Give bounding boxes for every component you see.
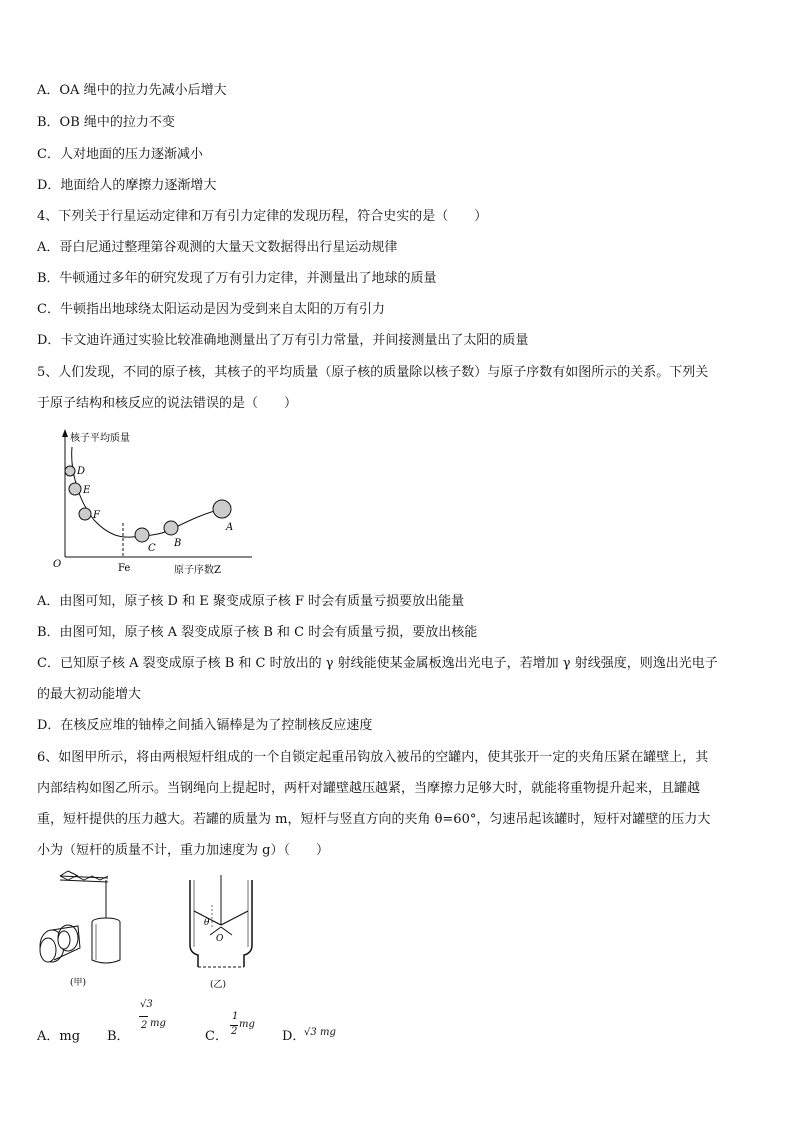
q6-option-c-denominator: 2 <box>231 1026 238 1037</box>
q6-option-c-mg: mg <box>239 1019 255 1030</box>
q5-option-c-line1: C．已知原子核 A 裂变成原子核 B 和 C 时放出的 γ 射线能使某金属板逸出光电子，若增加 γ 射线强度，则逸出光电子 <box>37 656 718 671</box>
fig-yi-caption: (乙) <box>210 980 227 990</box>
q6-option-c-fraction-bar <box>230 1025 238 1026</box>
q6-option-b-fraction-bar <box>139 1016 148 1017</box>
q5-option-b: B．由图可知，原子核 A 裂变成原子核 B 和 C 时会有质量亏损，要放出核能 <box>37 625 478 640</box>
q5-stem-line2: 于原子结构和核反应的说法错误的是（ ） <box>37 396 298 411</box>
origin-label: O <box>53 559 62 570</box>
theta-label: θ <box>204 918 210 928</box>
q6-option-d-letter: D． <box>282 1029 306 1044</box>
q6-option-b-numerator: √3 <box>140 999 153 1010</box>
q4-option-c: C．牛顿指出地球绕太阳运动是因为受到来自太阳的万有引力 <box>37 302 385 317</box>
point-a-label: A <box>226 522 234 533</box>
point-f-circle <box>79 508 91 520</box>
q6-option-d-value: √3 <box>304 1027 317 1038</box>
q6-stem-line2: 内部结构如图乙所示。当钢绳向上提起时，两杆对罐壁越压越紧，当摩擦力足够大时，就能将重物提升起来，且罐越 <box>37 781 701 796</box>
crane-figure-jia <box>30 868 150 988</box>
q5-option-d: D．在核反应堆的铀棒之间插入镉棒是为了控制核反应速度 <box>37 718 373 733</box>
point-f-label: F <box>93 510 100 521</box>
q5-option-a: A．由图可知，原子核 D 和 E 聚变成原子核 F 时会有质量亏损要放出能量 <box>37 594 465 609</box>
q6-option-a: A．mg <box>37 1029 81 1044</box>
fig-jia-caption: (甲) <box>70 978 87 988</box>
point-e-label: E <box>83 485 91 496</box>
fe-label: Fe <box>118 563 131 574</box>
point-a-circle <box>213 500 231 518</box>
point-e-circle <box>69 483 81 495</box>
q4-option-b: B．牛顿通过多年的研究发现了万有引力定律，并测量出了地球的质量 <box>37 271 437 286</box>
q6-stem-line4: 小为（短杆的质量不计，重力加速度为 g）（ ） <box>37 843 329 858</box>
q6-option-b-letter: B． <box>107 1029 130 1044</box>
q6-option-b-mg: mg <box>150 1018 166 1029</box>
q6-option-c-letter: C． <box>205 1029 228 1044</box>
q4-option-a: A．哥白尼通过整理第谷观测的大量天文数据得出行星运动规律 <box>37 240 398 255</box>
point-c-circle <box>135 528 149 542</box>
q6-option-c-numerator: 1 <box>232 1011 239 1022</box>
y-axis-arrow <box>62 429 68 437</box>
q4-stem: 4、下列关于行星运动定律和万有引力定律的发现历程，符合史实的是（ ） <box>37 209 488 224</box>
point-d-circle <box>65 466 75 476</box>
q3-option-c: C．人对地面的压力逐渐减小 <box>37 147 203 162</box>
q3-option-d: D．地面给人的摩擦力逐渐增大 <box>37 178 217 193</box>
point-b-circle <box>164 521 178 535</box>
q6-option-d-mg: mg <box>320 1027 336 1038</box>
x-axis-label: 原子序数Z <box>174 565 221 576</box>
mass-curve <box>72 447 222 537</box>
point-o-label: O <box>216 934 224 944</box>
q3-option-a: A．OA 绳中的拉力先减小后增大 <box>37 83 227 98</box>
q6-stem-line3: 重，短杆提供的压力越大。若罐的质量为 m，短杆与竖直方向的夹角 θ=60°，匀速吊起该罐时，短杆对罐壁的压力大 <box>37 812 711 827</box>
hook-figure-yi <box>180 875 270 990</box>
q5-stem-line1: 5、人们发现，不同的原子核，其核子的平均质量（原子核的质量除以核子数）与原子序数有如图所示的关系。下列关 <box>37 365 709 380</box>
point-d-label: D <box>77 466 86 477</box>
q6-option-b-denominator: 2 <box>141 1020 148 1031</box>
q3-option-b: B．OB 绳中的拉力不变 <box>37 115 175 130</box>
point-b-label: B <box>174 538 182 549</box>
y-axis-label: 核子平均质量 <box>70 433 130 444</box>
binding-energy-graph <box>50 425 260 585</box>
q4-option-d: D．卡文迪许通过实验比较准确地测量出了万有引力常量，并间接测量出了太阳的质量 <box>37 333 529 348</box>
point-c-label: C <box>148 543 156 554</box>
q5-option-c-line2: 的最大初动能增大 <box>37 687 142 702</box>
q6-stem-line1: 6、如图甲所示，将由两根短杆组成的一个自锁定起重吊钩放入被吊的空罐内，使其张开一定的夹角压紧在罐壁上，其 <box>37 750 709 765</box>
